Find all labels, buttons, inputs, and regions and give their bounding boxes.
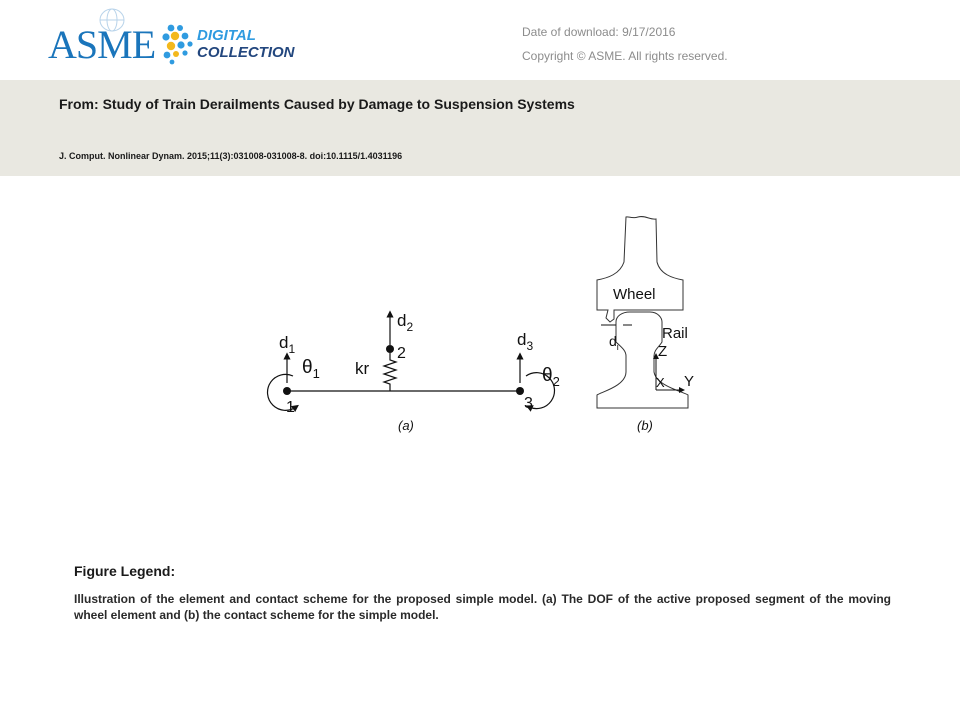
figure-diagram xyxy=(0,176,960,556)
node-1-point xyxy=(283,387,291,395)
rotational-spring xyxy=(384,353,396,391)
node-3-point xyxy=(516,387,524,395)
label-node3: 3 xyxy=(524,395,533,412)
label-theta1: $\theta_1$ xyxy=(302,357,320,381)
logo-collection: COLLECTION xyxy=(197,44,295,61)
wheel-outline xyxy=(597,217,683,322)
figure-legend-text: Illustration of the element and contact scheme for the proposed simple model. (a) The DOF of the active proposed segment of the moving wheel element and (b) the contact scheme for the simple model. xyxy=(74,592,891,622)
panel-a-caption: (a) xyxy=(398,418,414,433)
label-y: Y xyxy=(684,373,695,390)
node-2-point xyxy=(386,345,394,353)
logo-digital: DIGITAL xyxy=(197,27,256,44)
label-di: $d_i$ xyxy=(609,333,619,352)
label-node2: 2 xyxy=(397,345,406,362)
label-kr: kr xyxy=(355,359,370,378)
article-info-band xyxy=(0,80,960,176)
label-d1: $d_1$ xyxy=(279,333,296,356)
article-title xyxy=(59,96,575,112)
asme-digital-collection-logo[interactable] xyxy=(44,6,334,72)
label-x: X xyxy=(656,375,665,390)
download-meta xyxy=(522,20,728,68)
panel-b-caption: (b) xyxy=(637,418,653,433)
asme-wordmark: ASME xyxy=(48,22,156,67)
label-d2: $d_2$ xyxy=(397,311,414,334)
label-theta2: $\theta_2$ xyxy=(542,365,560,389)
dot-cluster-icon xyxy=(162,25,192,65)
figure-legend-title: Figure Legend: xyxy=(74,563,176,579)
download-date-value: 9/17/2016 xyxy=(622,25,676,39)
label-d3: $d_3$ xyxy=(517,330,534,353)
download-date-label: Date of download: xyxy=(522,25,619,39)
figure-image xyxy=(0,176,960,556)
label-z: Z xyxy=(658,343,668,360)
article-title-text[interactable]: Study of Train Derailments Caused by Damage to Suspension Systems xyxy=(102,96,575,112)
from-label: From: xyxy=(59,96,99,112)
header xyxy=(0,0,960,80)
panel-b-diagram xyxy=(597,217,688,408)
label-rail: Rail xyxy=(662,325,688,342)
label-node1: 1 xyxy=(286,399,295,416)
article-citation[interactable]: J. Comput. Nonlinear Dynam. 2015;11(3):031008-031008-8. doi:10.1115/1.4031196 xyxy=(59,151,403,161)
copyright-notice: Copyright © ASME. All rights reserved. xyxy=(522,49,728,63)
label-wheel: Wheel xyxy=(613,286,656,303)
download-date-row xyxy=(522,20,728,44)
